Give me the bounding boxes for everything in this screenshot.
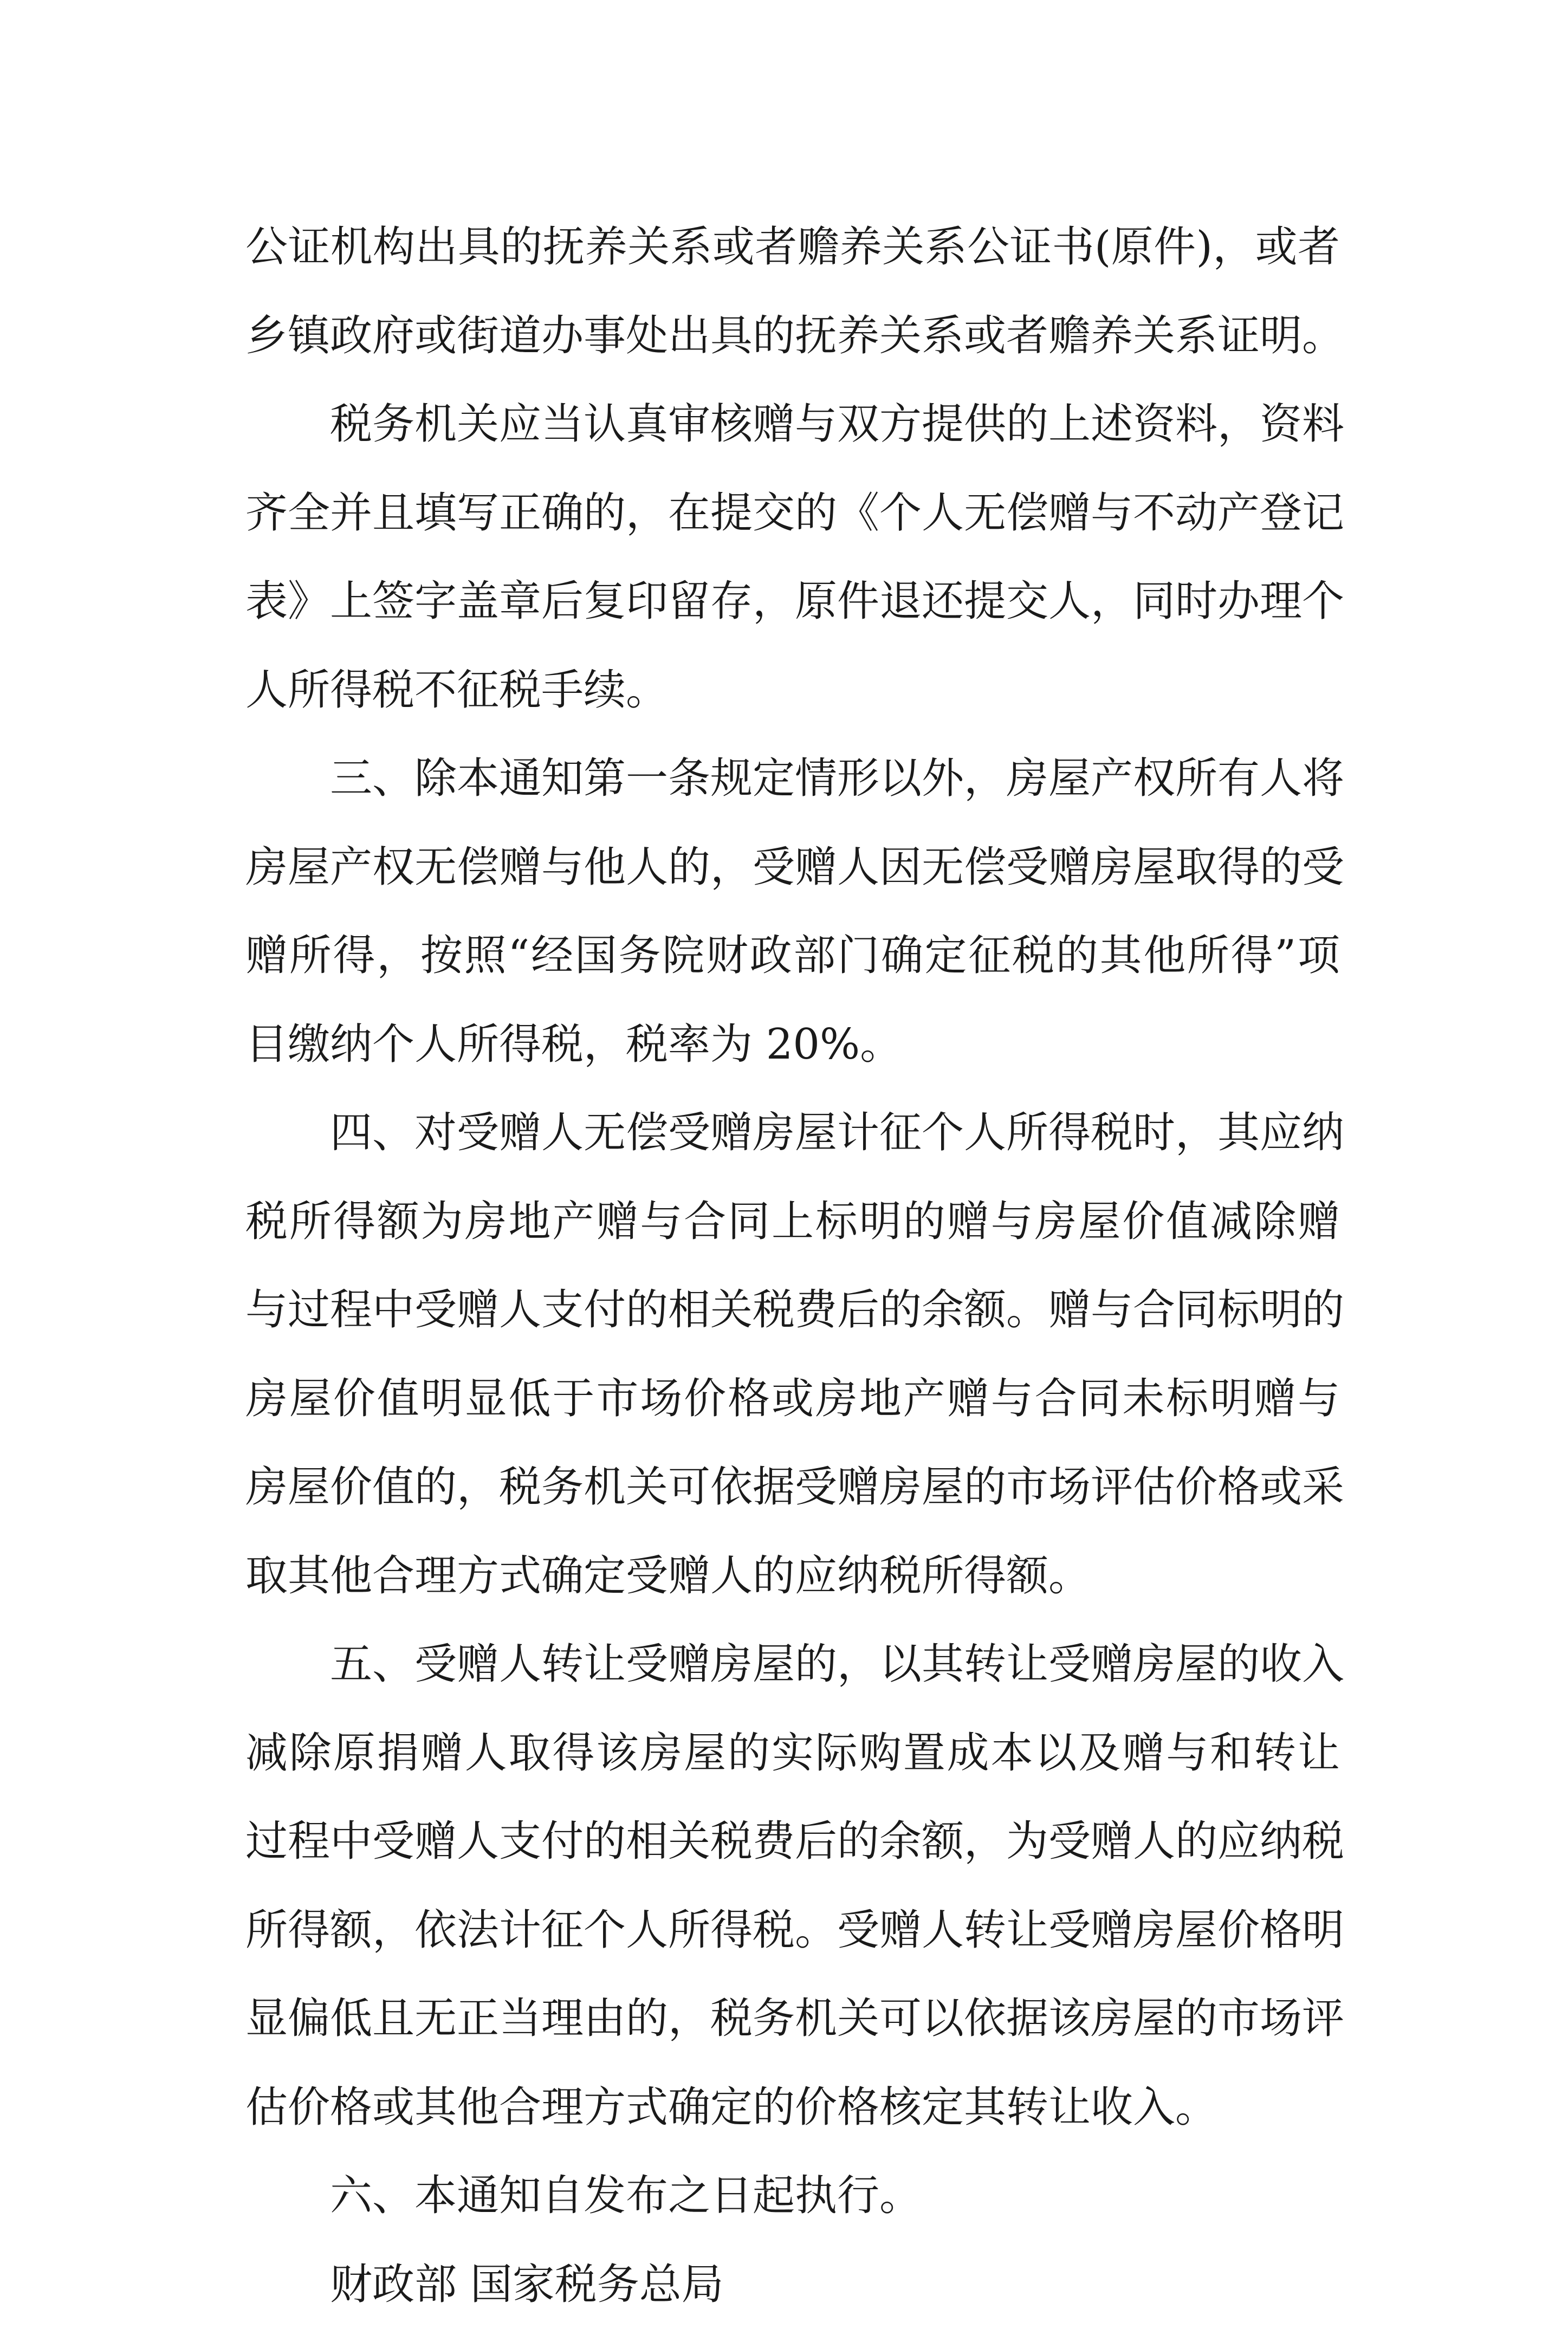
- paragraph-continuation: [245, 203, 1340, 380]
- text-line: 四、对受赠人无偿受赠房屋计征个人所得税时，其应纳: [245, 1089, 1340, 1178]
- text-line: 三、除本通知第一条规定情形以外，房屋产权所有人将: [245, 735, 1340, 823]
- text-line: 取其他合理方式确定受赠人的应纳税所得额。: [245, 1532, 1340, 1621]
- text-line: 房屋产权无偿赠与他人的，受赠人因无偿受赠房屋取得的受: [245, 823, 1340, 912]
- text-line: 六、本通知自发布之日起执行。: [245, 2152, 1340, 2241]
- paragraph-item-3: [245, 735, 1340, 1089]
- text-line: 乡镇政府或街道办事处出具的抚养关系或者赡养关系证明。: [245, 292, 1340, 381]
- text-line: 所得额，依法计征个人所得税。受赠人转让受赠房屋价格明: [245, 1886, 1340, 1975]
- text-line: 房屋价值明显低于市场价格或房地产赠与合同未标明赠与: [245, 1355, 1340, 1444]
- text-line: 齐全并且填写正确的，在提交的《个人无偿赠与不动产登记: [245, 469, 1340, 558]
- text-line: 减除原捐赠人取得该房屋的实际购置成本以及赠与和转让: [245, 1709, 1340, 1798]
- text-line: 人所得税不征税手续。: [245, 646, 1340, 735]
- text-line: 显偏低且无正当理由的，税务机关可以依据该房屋的市场评: [245, 1975, 1340, 2064]
- text-line: 税务机关应当认真审核赠与双方提供的上述资料，资料: [245, 380, 1340, 469]
- text-line: 房屋价值的，税务机关可依据受赠房屋的市场评估价格或采: [245, 1443, 1340, 1532]
- document-body: [245, 203, 1340, 2329]
- text-line: 赠所得，按照“经国务院财政部门确定征税的其他所得”项: [245, 912, 1340, 1001]
- text-line: 五、受赠人转让受赠房屋的，以其转让受赠房屋的收入: [245, 1620, 1340, 1709]
- text-line: 公证机构出具的抚养关系或者赡养关系公证书(原件)，或者: [245, 203, 1340, 292]
- text-line: 表》上签字盖章后复印留存，原件退还提交人，同时办理个: [245, 557, 1340, 646]
- text-line: 过程中受赠人支付的相关税费后的余额，为受赠人的应纳税: [245, 1798, 1340, 1886]
- text-line: 与过程中受赠人支付的相关税费后的余额。赠与合同标明的: [245, 1266, 1340, 1355]
- paragraph-item-5: [245, 1620, 1340, 2152]
- text-line: 税所得额为房地产赠与合同上标明的赠与房屋价值减除赠: [245, 1178, 1340, 1267]
- paragraph-review: [245, 380, 1340, 735]
- paragraph-item-4: [245, 1089, 1340, 1620]
- text-line: 目缴纳个人所得税，税率为 20%。: [245, 1001, 1340, 1089]
- text-line: 估价格或其他合理方式确定的价格核定其转让收入。: [245, 2064, 1340, 2152]
- paragraph-item-6: [245, 2152, 1340, 2241]
- issuer-signature: 财政部 国家税务总局: [245, 2241, 1340, 2329]
